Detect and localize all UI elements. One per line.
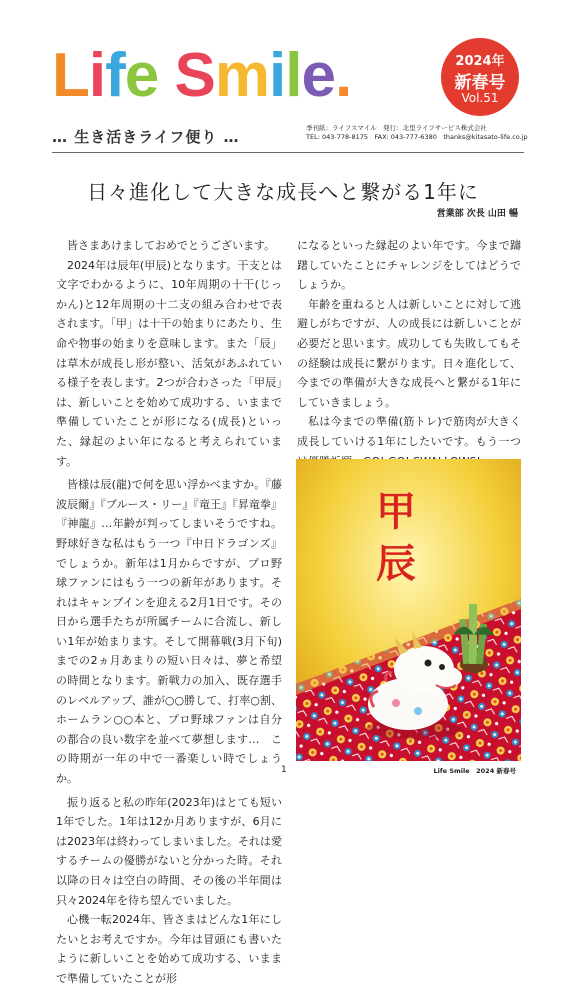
- logo-letter: .: [334, 41, 352, 110]
- paragraph: になるといった縁起のよい年です。今まで躊躇していたことにチャレンジをしてはどうでしょうか。: [297, 239, 521, 292]
- article-title: 日々進化して大きな成長へと繋がる1年に: [87, 180, 479, 204]
- paragraph: 2024年は辰年(甲辰)となります。干支とは文字でわかるように、10年周期の十干(じっかん)と12年周期の十二支の組み合わせで表されます。「甲」は十干の始まりにあたり、生命や物事の始まりを意味します。また「辰」は草木が成長し形が整い、活気があふれている様子を表します。2つが合わさった「甲辰」は、新しいことを始めて成功する、いままで準備していたことが形になる(成長)といった、縁起のよい年になると考えられています。: [56, 258, 282, 468]
- badge-season: 新春号: [454, 73, 506, 93]
- badge-year: 2024年: [455, 54, 505, 69]
- logo-letter: i: [88, 41, 106, 110]
- publisher-info: [306, 124, 528, 142]
- logo-letter: i: [268, 41, 286, 110]
- paragraph: 皆様は辰(龍)で何を思い浮かべますか。『藤波辰爾』『ブルース・リー』『竜王』『昇竜拳』『神龍』…年齢が判ってしまいそうですね。野球好きな私はもう一つ『中日ドラゴンズ』でしょうか。新年は1月からですが、プロ野球ファンにはもう一つの新年があります。それはキャンプインを迎える2月1日です。その日から選手たちが所属チームに合流し、新しい1年が始まります。そして開幕戦(3月下旬)までの2ヵ月あまりの短い日々は、夢と希望の時間となります。新戦力の加入、既存選手のレベルアップ、誰が○○勝して、打率○割、ホームラン○○本と、プロ野球ファンは自分の都合の良い数字を並べて夢想します… この時期が一年の中で一番楽しい時でしょうか。: [56, 478, 282, 786]
- logo-letter: l: [285, 41, 302, 110]
- logo-letter: [158, 36, 174, 116]
- article-column-1: [56, 236, 282, 989]
- logo-letter: f: [105, 41, 125, 110]
- paragraph: 心機一転2024年、皆さまはどんな1年にしたいとお考えですか。今年は冒頭にも書いたように新しいことを始めて成功する、いままで準備していたことが形: [56, 913, 282, 985]
- author-byline: 営業部 次長 山田 暢: [436, 209, 518, 219]
- badge-volume: Vol.51: [461, 91, 499, 105]
- paragraph: 皆さまあけましておめでとうございます。: [67, 239, 276, 252]
- paragraph: 私は今までの準備(筋トレ)で筋肉が大きく成長していける1年にしたいです。もう一つ: [297, 415, 521, 448]
- page-number: 1: [281, 765, 287, 775]
- logo-letter: e: [301, 41, 335, 110]
- new-year-photo: [296, 459, 521, 761]
- publisher-line: 季刊紙：ライフスマイル 発行：北里ライフサービス株式会社: [306, 124, 487, 132]
- logo: [52, 36, 351, 116]
- header-divider: [52, 152, 524, 153]
- contact-line: TEL: 043-778-8175 FAX: 043-777-6380 thanks@kitasato-life.co.jp: [306, 133, 528, 141]
- logo-letter: L: [52, 41, 89, 110]
- paragraph: 年齢を重ねると人は新しいことに対して逃避しがちですが、人の成長には新しいことが必要だと思います。成功しても失敗してもその経験は成長に繋がります。日々進化して、今までの準備が大きな成長へと繋がる1年にしていきましょう。: [297, 297, 521, 409]
- tagline: … 生き活きライフ便り …: [52, 128, 240, 146]
- logo-letter: e: [124, 41, 159, 110]
- calligraphy-kou: 甲: [376, 488, 416, 535]
- logo-letter: m: [214, 41, 269, 110]
- issue-badge: [441, 38, 519, 116]
- logo-letter: S: [174, 41, 215, 110]
- paragraph: 振り返ると私の昨年(2023年)はとても短い1年でした。1年は12か月ありますが、6月には2023年は終わってしまいました。それは愛するチームの優勝がないと分かった時。それ以降の日々は空白の時間、その後の半年間は只々2024年を待ち望んでいました。: [56, 795, 282, 907]
- footer-publication: Life Smile 2024 新春号: [433, 767, 516, 775]
- calligraphy-tatsu: 辰: [376, 540, 416, 587]
